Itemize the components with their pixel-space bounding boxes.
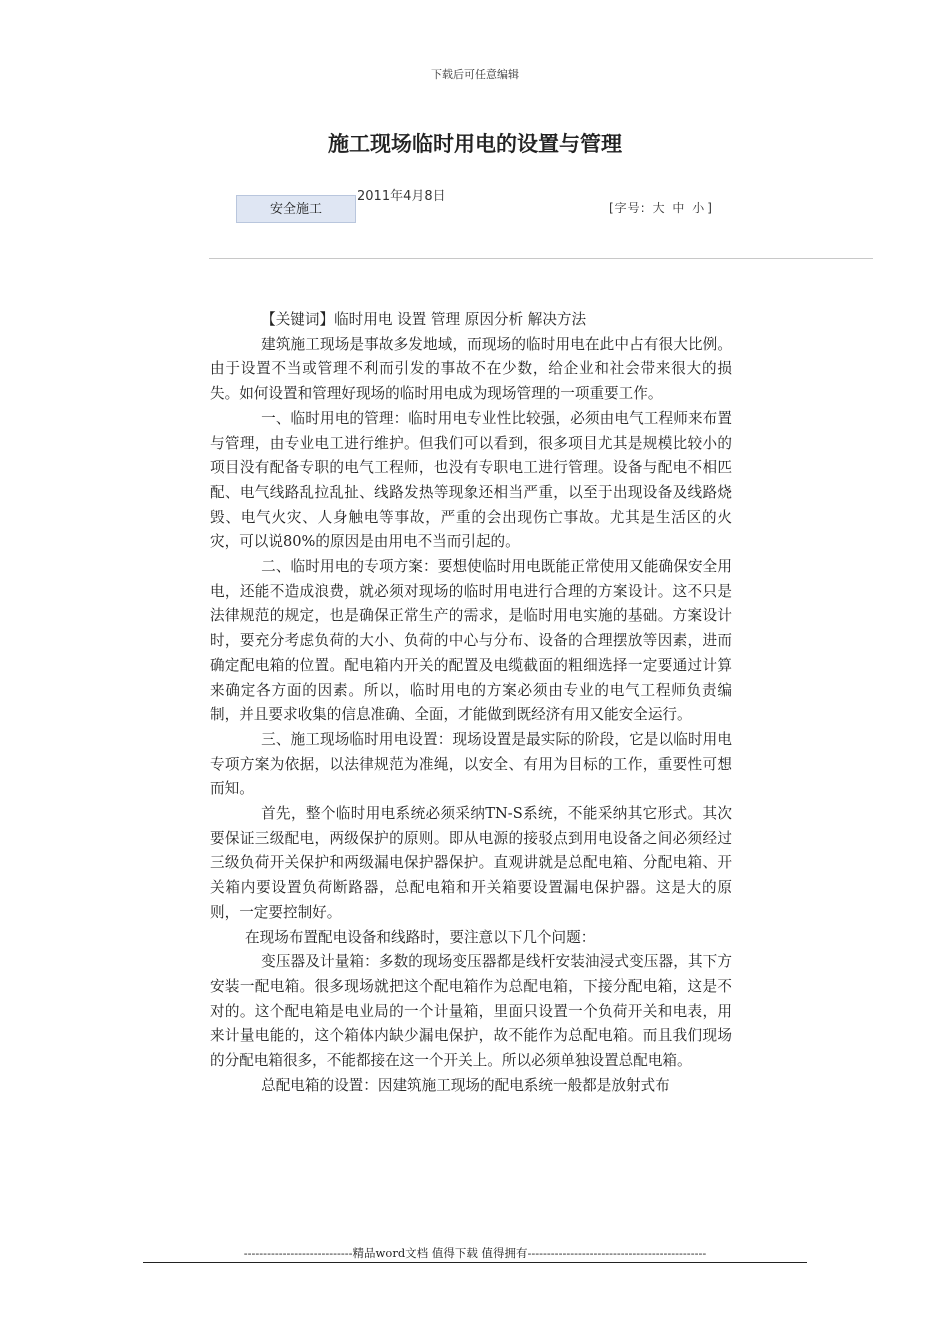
keywords-line: 【关键词】临时用电 设置 管理 原因分析 解决方法 [261,311,587,328]
article-paragraph: 一、临时用电的管理：临时用电专业性比较强，必须由电气工程师来布置与管理，由专业电工进行维护。但我们可以看到，很多项目尤其是规模比较小的项目没有配备专职的电气工程师，也没有专职电工进行管理。设备与配电不相匹配、电气线路乱拉乱扯、线路发热等现象还相当严重，以至于出现设备及线路烧毁、电气火灾、人身触电等事故，严重的会出现伤亡事故。尤其是生活区的火灾，可以说80%的原因是由用电不当而引起的。 [210,409,732,551]
font-size-medium-link[interactable]: 中 [672,201,686,215]
font-size-small-link[interactable]: 小 [692,201,706,215]
header-divider [209,258,873,259]
article-paragraph: 在现场布置配电设备和线路时，要注意以下几个问题： [245,928,596,946]
font-size-large-link[interactable]: 大 [652,201,666,215]
page-title: 施工现场临时用电的设置与管理 [328,132,622,156]
footer-divider [143,1262,807,1263]
font-size-close: ] [707,201,713,215]
font-size-label: [字号: [609,201,646,215]
article-paragraph: 建筑施工现场是事故多发地域，而现场的临时用电在此中占有很大比例。由于设置不当或管理不利而引发的事故不在少数，给企业和社会带来很大的损失。如何设置和管理好现场的临时用电成为现场管理的一项重要工作。 [210,335,732,403]
footer-note: ----------------------------精品word文档 值得下载 值得拥有---------------------------------------------- [243,1246,707,1260]
publish-date: 2011年4月8日 [357,189,446,204]
header-note: 下载后可任意编辑 [431,68,519,81]
article-body [210,308,732,1099]
article-paragraph: 变压器及计量箱：多数的现场变压器都是线杆安装油浸式变压器，其下方安装一配电箱。很多现场就把这个配电箱作为总配电箱，下接分配电箱，这是不对的。这个配电箱是电业局的一个计量箱，里面只设置一个负荷开关和电表，用来计量电能的，这个箱体内缺少漏电保护，故不能作为总配电箱。而且我们现场的分配电箱很多，不能都接在这一个开关上。所以必须单独设置总配电箱。 [210,953,732,1070]
font-size-switcher [608,199,714,216]
category-tag[interactable]: 安全施工 [236,195,356,223]
article-paragraph: 三、施工现场临时用电设置：现场设置是最实际的阶段，它是以临时用电专项方案为依据，以法律规范为准绳，以安全、有用为目标的工作，重要性可想而知。 [210,730,732,798]
article-paragraph: 首先，整个临时用电系统必须采纳TN-S系统，不能采纳其它形式。其次要保证三级配电，两级保护的原则。即从电源的接驳点到用电设备之间必须经过三级负荷开关保护和两级漏电保护器保护。直观讲就是总配电箱、分配电箱、开关箱内要设置负荷断路器，总配电箱和开关箱要设置漏电保护器。这是大的原则，一定要控制好。 [210,805,732,921]
article-paragraph: 总配电箱的设置：因建筑施工现场的配电系统一般都是放射式布 [261,1076,670,1094]
article-paragraph: 二、临时用电的专项方案：要想使临时用电既能正常使用又能确保安全用电，还能不造成浪费，就必须对现场的临时用电进行合理的方案设计。这不只是法律规范的规定，也是确保正常生产的需求，是临时用电实施的基础。方案设计时，要充分考虑负荷的大小、负荷的中心与分布、设备的合理摆放等因素，进而确定配电箱的位置。配电箱内开关的配置及电缆截面的粗细选择一定要通过计算来确定各方面的因素。所以，临时用电的方案必须由专业的电气工程师负责编制，并且要求收集的信息准确、全面，才能做到既经济有用又能安全运行。 [210,558,732,724]
